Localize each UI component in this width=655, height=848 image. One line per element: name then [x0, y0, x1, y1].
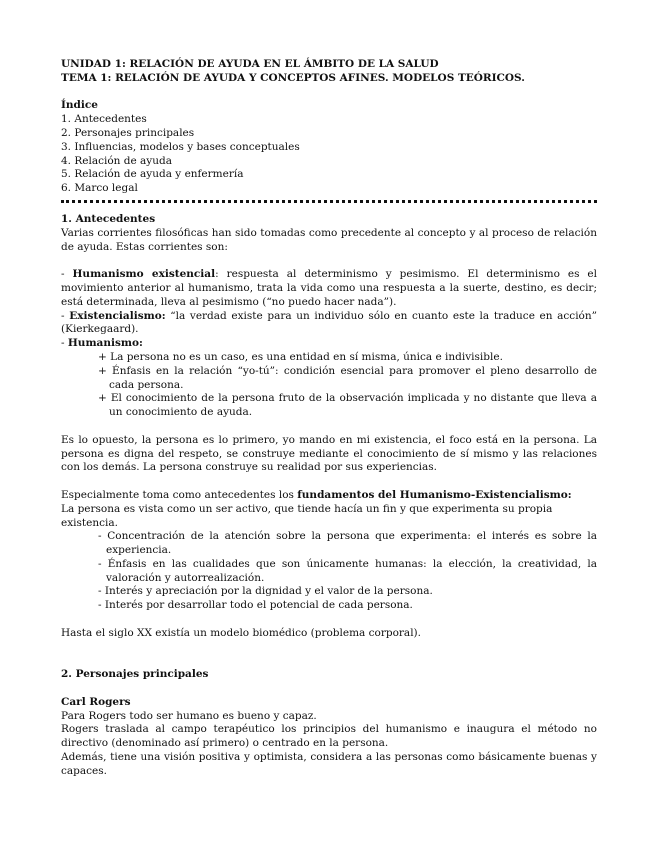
list-item: + La persona no es un caso, es una entidad en sí misma, única e indivisible. [98, 350, 503, 363]
subheading-carl-rogers: Carl Rogers [61, 695, 131, 708]
spacer [61, 254, 597, 268]
list-item: - Interés por desarrollar todo el potencial de cada persona. [98, 599, 413, 612]
list-item: - Concentración de la atención sobre la persona que experimenta: el interés es sobre la experiencia. [98, 530, 597, 557]
lead-text: Especialmente toma como antecedentes los [61, 488, 298, 501]
list-item: + El conocimiento de la persona fruto de la observación implicada y no distante que lleva a un conocimiento de ayuda. [98, 392, 597, 419]
list-item: + Énfasis en la relación “yo-tú”: condición esencial para promover el pleno desarrollo de cada persona. [98, 364, 597, 391]
rogers-line: Para Rogers todo ser humano es bueno y capaz. [61, 709, 317, 722]
spacer [61, 641, 597, 669]
dash: - [61, 268, 73, 281]
term-humanismo: Humanismo: [67, 337, 143, 350]
section-heading-personajes: 2. Personajes principales [61, 668, 209, 681]
spacer [61, 682, 597, 696]
rogers-line: Además, tiene una visión positiva y optimista, considera a las personas como básicamente buenas y capaces. [61, 751, 597, 777]
definition-text: : respuesta al determinismo y pesimismo. El determinismo es el movimiento anterior al humanismo, trata la vida como una respuesta a la suerte, destino, es decir; está determinada, lleva al pesimismo (“no puedo hacer nada”). [61, 268, 597, 308]
rogers-line: Rogers traslada al campo terapéutico los principios del humanismo e inaugura el método no directivo (denominado así primero) o centrado en la persona. [61, 723, 597, 750]
humanismo-existencial-paragraph [61, 268, 597, 309]
dash: - [61, 309, 70, 322]
humanismo-paragraph [61, 337, 597, 351]
humanismo-points [61, 351, 597, 420]
fundamentos-points [61, 530, 597, 613]
closing-paragraph: Hasta el siglo XX existía un modelo biomédico (problema corporal). [61, 626, 421, 639]
index-item: 3. Influencias, modelos y bases conceptuales [61, 140, 300, 153]
list-item: - Énfasis en las cualidades que son únicamente humanas: la elección, la creatividad, la valoración y autorrealización. [98, 557, 597, 584]
intro-paragraph: Varias corrientes filosóficas han sido tomadas como precedente al concepto y al proceso de relación de ayuda. Estas corrientes son: [61, 226, 597, 253]
list-item: - Interés y apreciación por la dignidad y el valor de la persona. [98, 585, 433, 598]
index-item: 5. Relación de ayuda y enfermería [61, 168, 244, 181]
term-fundamentos: fundamentos del Humanismo-Existencialismo: [297, 488, 572, 501]
section-heading-antecedentes: 1. Antecedentes [61, 212, 156, 225]
index-item: 6. Marco legal [61, 182, 138, 195]
dash: - [61, 337, 68, 350]
opuesto-paragraph: Es lo opuesto, la persona es lo primero, yo mando en mi existencia, el foco está en la persona. La persona es digna del respeto, se construye mediante el conocimiento de sí mismo y las relaciones con los demás. La persona construye su realidad por sus experiencias. [61, 433, 597, 474]
spacer [61, 475, 597, 489]
term-existencialismo: Existencialismo: [69, 309, 166, 322]
index-heading: Índice [61, 99, 98, 112]
spacer [61, 420, 597, 434]
spacer [61, 86, 597, 100]
term-humanismo-existencial: Humanismo existencial [72, 268, 216, 281]
index-item: 1. Antecedentes [61, 113, 147, 126]
fundamentos-intro: La persona es vista como un ser activo, que tiende hacía un fin y que experimenta su propia existencia. [61, 502, 553, 529]
index-list [61, 113, 597, 196]
index-item: 4. Relación de ayuda [61, 154, 172, 167]
index-item: 2. Personajes principales [61, 126, 195, 139]
fundamentos-lead [61, 489, 597, 503]
topic-title: TEMA 1: RELACIÓN DE AYUDA Y CONCEPTOS AFINES. MODELOS TEÓRICOS. [61, 71, 525, 84]
unit-title: UNIDAD 1: RELACIÓN DE AYUDA EN EL ÁMBITO DE LA SALUD [61, 58, 439, 70]
dotted-divider [61, 200, 597, 203]
spacer [61, 613, 597, 627]
definition-text: “la verdad existe para un individuo sólo en cuanto este la traduce en acción” (Kierkegaard). [61, 309, 598, 336]
existencialismo-paragraph [61, 310, 597, 338]
